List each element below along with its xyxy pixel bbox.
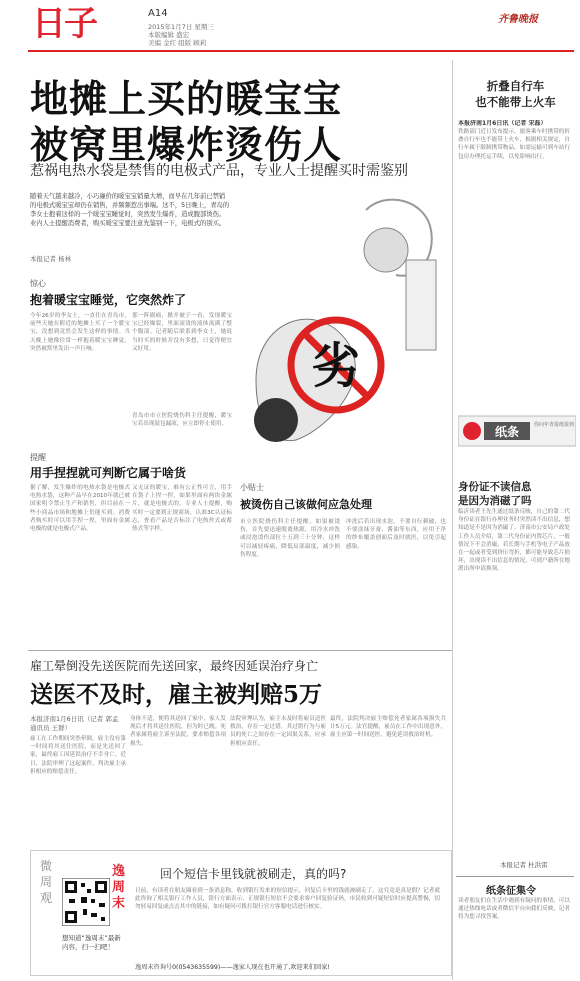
qr-code-icon[interactable]: [62, 878, 110, 926]
sidebar-story1-title: [458, 78, 573, 110]
newspaper-brand: 齐鲁晚报: [498, 14, 538, 25]
promo-footer: 逸周末咨询号0(0543635599)——逸家人现在也开通了,欢迎来们回家!: [135, 964, 330, 971]
headline-line-1: 地摊上买的暖宝宝: [30, 76, 343, 121]
paper-slip-column-banner: [458, 412, 576, 450]
newspaper-section-logo: 日子: [32, 4, 96, 44]
promo-vertical-text: 微周观: [40, 859, 53, 905]
section2-kicker: 提醒: [30, 453, 46, 462]
sidebar-collect-notice-title: 纸条征集令: [486, 886, 536, 897]
section1-title: 抱着暖宝宝睡觉，它突然炸了: [30, 293, 187, 307]
qr-instruction: 想知道“逸周末”最新内容，扫一扫吧！: [62, 934, 121, 951]
sidebar-story1-title-line1: 折叠自行车: [486, 79, 545, 93]
story2-kicker: 雇工晕倒没先送医院而先送回家，最终因延误治疗身亡: [30, 659, 319, 673]
headline-line-2: 被窝里爆炸烫伤人: [30, 122, 343, 167]
section1-column-2: 那一阵剧痛，掀开被子一看，发现暖宝宝已经爆裂，里面滚烫的液体流满了整个腹部。记者随后联系到李女士，她说当时买的时候并没有多想，只觉得便宜又好用。: [132, 313, 232, 352]
design-credit: 美编 金红 组版 顾莉: [148, 39, 207, 47]
main-byline: 本报记者 杨林: [30, 255, 72, 263]
section1-column-1: 今年26岁的李女士，一直住在青岛市，前些天她在附近的地摊上买了一个暖宝宝，没想到竟然会发生这样的事情。当天晚上她像往常一样抱着暖宝宝睡觉，突然被窝里发出一声巨响。: [30, 313, 130, 352]
story2-column-4: 最终，法院判决雇主赔偿死者家属各项损失共计5万元。法官提醒，雇员在工作中出现意外，雇主应第一时间送医，避免延误救治时机。: [330, 716, 446, 739]
sidebar-story1-body: [458, 120, 570, 400]
section2-column-1: 据了解，发生爆炸的电热水袋是电极式电热水袋，这种产品早在2010年就已被国家明令禁止生产和销售，但目前在一些小商品市场和地摊上仍能买到。消费者购买时可以用手捏一捏，里面有金属电极的就是电极式产品。: [30, 485, 130, 533]
sidebar-story1-lead: 本报济南1月6日讯（记者 宋磊）: [458, 120, 547, 127]
section2-title: 用手捏捏就可判断它属于啥货: [30, 466, 187, 480]
sidebar-story2-title-line1: 身份证不读信息: [458, 481, 532, 493]
paper-slip-subtitle: 你问年青报纸报到: [534, 422, 575, 428]
section1-kicker: 惊心: [30, 279, 46, 288]
sidebar-separator: [456, 876, 574, 877]
editor-credit: 本版编辑 盛宏: [148, 31, 190, 39]
sidebar-divider: [452, 60, 453, 980]
sidebar-story1-text: 铁路部门近日发布提示，旅客乘车时携带的折叠自行车也不能带上火车，根据相关规定，自行车属于限制携带物品，如需运输可到车站行包房办理托运手续，以免影响出行。: [458, 129, 570, 160]
main-headline: [30, 76, 430, 168]
sidebar-story2-title: [458, 480, 576, 508]
masthead-rule: [28, 50, 574, 52]
story2-byline: 本报济南1月6日讯（记者 郭孟 通讯员 王群）: [30, 715, 119, 732]
paper-slip-label: 纸条: [494, 425, 520, 439]
story2-column-2: 身体不适，便将其送回了家中，家人发现后才将其送往医院，但为时已晚。死者家属将雇主诉至法院，要求赔偿各项损失。: [130, 716, 226, 747]
section2-column-2: 又无证的暖宝，难有公正性可言，用手在袋子上捏一捏，如果里面有两块金属片，就是电极式的。专业人士提醒，购买时一定要到正规商场，认准3C认证标志，查看产品是否标注了电热丝式或蓄热式等字样。: [132, 485, 232, 533]
tips-kicker: 小贴士: [240, 483, 264, 492]
sidebar-story2-title-line2: 是因为消磁了吗: [458, 495, 532, 507]
inferior-product-mark: 劣: [311, 338, 361, 394]
story2-column-3: 法院审理认为，雇主未及时将雇员送医救治，存在一定过错，其过错行为与雇员的死亡之间存在一定因果关系，应承担相应责任。: [230, 716, 326, 747]
sidebar-collect-notice-body: 读者朋友们在生活中遇到有疑问的事情，可以通过热线电话或者微信平台向我们反映，记者将为您寻找答案。: [458, 898, 570, 921]
hand-warmer-illustration: [236, 190, 446, 450]
sidebar-story1-title-line2: 也不能带上火车: [475, 95, 556, 109]
sidebar-story2-body: 临沂读者王先生通过纸条反映，自己的第二代身份证在银行办理业务时突然读不出信息，想知道是不是因为消磁了。济南市公安局户政处工作人员介绍，第二代身份证内置芯片，一般情况下不会消磁，若长期与手机等电子产品放在一起或者受到挤压弯折，都可能导致芯片损坏，出现读不出信息的情况，可到户籍所在地派出所申请换领。: [458, 509, 570, 573]
promo-title: 回个短信卡里钱就被刷走，真的吗?: [160, 867, 347, 881]
story2-rule: [28, 650, 452, 651]
page-number: A14: [148, 8, 168, 19]
tips-column-2: 冲洗后若出现水泡，不要自行刺破，也不要涂抹牙膏、酱油等东西，应用干净的纱布覆盖创面后及时就医，以免引起感染。: [346, 519, 446, 550]
main-lead-paragraph: 随着天气越来越冷，小巧廉价的暖宝宝销量大增，而早在几年前已禁销的电极式暖宝宝却仍在销售，并频频惹出事端。这不，5日晚上，青岛的李女士抱着这样的一个暖宝宝睡觉时，突然发生爆炸，造成腹部烫伤。业内人士提醒消费者，购买暖宝宝要注意先鉴别一下，电极式的别买。: [30, 193, 230, 227]
tips-column-1: 市立医院烧伤科主任提醒，如果被烫伤，首先要迅速脱离热源，用冷水冲洗或浸泡烫伤部位十五到三十分钟，这样可以减轻疼痛，降低局部温度，减少损伤程度。: [240, 519, 340, 558]
story2-column-1: 雇工在工作期间突然晕倒，雇主没有第一时间将其送往医院，而是先送回了家，最终雇工因延误治疗不幸身亡。近日，法院审理了这起案件，判决雇主承担相应的赔偿责任。: [30, 736, 126, 775]
sidebar-story2-author: 本报记者 杜洪雷: [500, 861, 548, 869]
tips-title: 被烫伤自己该做何应急处理: [240, 498, 372, 511]
main-subheadline: 惹祸电热水袋是禁售的电极式产品，专业人士提醒买时需鉴别: [30, 163, 408, 179]
promo-body: 日前，有读者在朋友圈看到一条消息称，收到银行发来的短信提示，回复后卡里的钱就被刷走了。这究竟是真是假？记者就此咨询了相关银行工作人员，银行方面表示，正规银行短信不会要求客户回复验证码，市民收到可疑短信时应提高警惕，切勿轻易回复或点击其中的链接，如有疑问可拨打银行官方客服电话进行核实。: [135, 888, 440, 911]
weekend-logo: 逸周末: [112, 864, 126, 911]
story2-headline: 送医不及时，雇主被判赔5万: [30, 681, 323, 708]
section1-column-3: 青岛市市立医院烧伤科主任提醒，暖宝宝若出现鼓包漏液，应立即停止使用。: [132, 413, 232, 428]
issue-date: 2015年1月7日 星期三: [148, 23, 214, 31]
